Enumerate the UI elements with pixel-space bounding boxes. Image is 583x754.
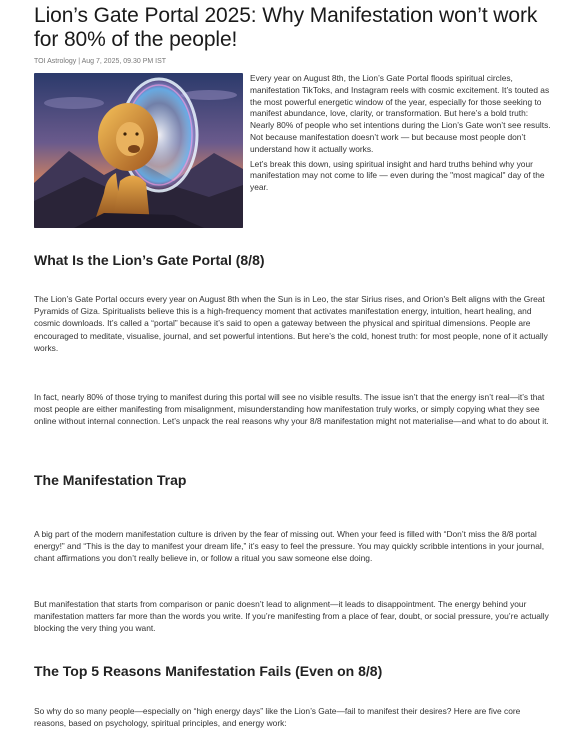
article-byline: TOI Astrology | Aug 7, 2025, 09.30 PM IST — [34, 58, 167, 65]
section-heading: The Manifestation Trap — [34, 472, 187, 488]
section-paragraph — [34, 293, 552, 354]
section-paragraph — [34, 528, 552, 565]
section-heading: The Top 5 Reasons Manifestation Fails (Even on 8/8) — [34, 663, 383, 679]
intro-paragraph: Let’s break this down, using spiritual insight and hard truths behind why your manifestation may not come to life — even during the "most magical" day of the year. — [250, 158, 545, 193]
lion-portal-illustration — [34, 73, 243, 228]
section-paragraph — [34, 598, 552, 635]
paragraph-text: But manifestation that starts from comparison or panic doesn’t lead to alignment—it leads to disappointment. The energy behind your manifestation matters far more than the words you write. If you’re manifesting from a place of fear, doubt, or social pressure, you’re actually blocking the very thing you want. — [34, 599, 549, 634]
hero-image[interactable] — [34, 73, 243, 228]
section-heading: What Is the Lion’s Gate Portal (8/8) — [34, 252, 265, 268]
paragraph-text: The Lion’s Gate Portal occurs every year on August 8th when the Sun is in Leo, the star Sirius rises, and Orion's Belt aligns with the Great Pyramids of Giza. Spiritualists believe this is a high-frequency moment that activates manifestation energy, intuition, heart healing, and cosmic downloads. It’s called a “portal” because it’s said to open a gateway between the physical and spiritual dimensions. People are encouraged to meditate, visualise, journal, and set powerful intentions. But here’s the cold, honest truth: for most people, none of it actually works. — [34, 294, 548, 353]
paragraph-text: A big part of the modern manifestation culture is driven by the fear of missing out. When your feed is filled with “Don’t miss the 8/8 portal energy!” and “This is the day to manifest your dream life,” it’s easy to feel the pressure. You may quickly scribble intentions in your journal, chant affirmations you don’t really believe in, or follow a ritual you saw someone else doing. — [34, 529, 545, 564]
intro-text — [250, 73, 552, 194]
article-title: Lion’s Gate Portal 2025: Why Manifestation won’t work for 80% of the people! — [34, 4, 538, 51]
article — [34, 0, 552, 729]
intro-block — [34, 73, 552, 249]
paragraph-text: In fact, nearly 80% of those trying to manifest during this portal will see no visible results. The issue isn’t that the energy isn’t real—it’s that most people are either manifesting from misalignment, misunderstanding how manifestation truly works, or simply copying what they see online without internal connection. Let’s unpack the real reasons why your 8/8 manifestation might not materialise—and what to do about it. — [34, 392, 549, 427]
section-paragraph — [34, 391, 552, 428]
intro-paragraph: Every year on August 8th, the Lion’s Gate Portal floods spiritual circles, manifestation TikToks, and Instagram reels with cosmic excitement. It’s touted as the most powerful energetic window of the year, especially for those seeking to manifest abundance, love, clarity, or transformation. But here’s a bold truth: Nearly 80% of people who set intentions during the Lion’s Gate won’t see results. Not because manifestation doesn’t work — but because most people don’t understand how it actually works. — [250, 73, 551, 154]
paragraph-text: So why do so many people—especially on “high energy days” like the Lion’s Gate—fail to manifest their desires? Here are five core reasons, based on psychology, spiritual principles, and energy work: — [34, 706, 521, 729]
section-paragraph — [34, 705, 552, 729]
